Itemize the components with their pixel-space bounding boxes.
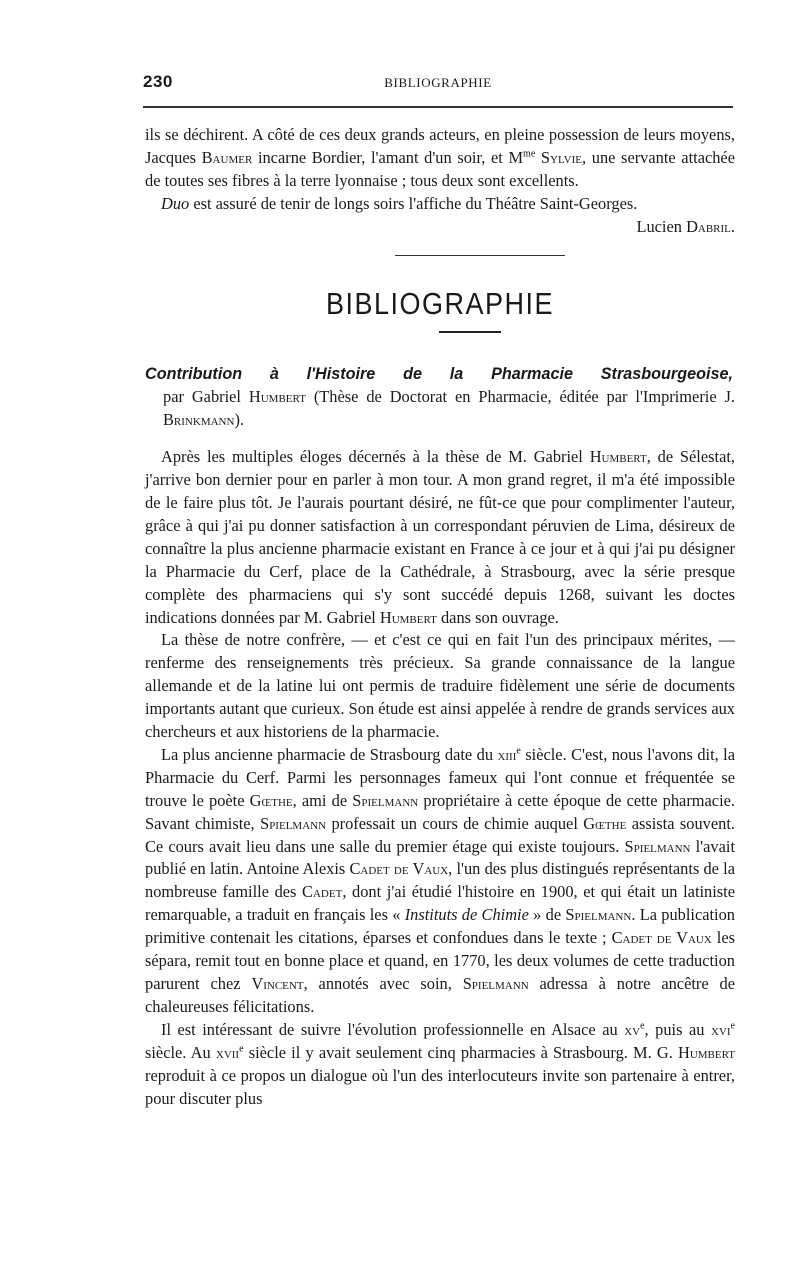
review-paragraph-1: ils se déchirent. A côté de ces deux grands acteurs, en pleine possession de leurs moyens, Jacques Baumer incarne Bordier, l'amant d'un soir, et $M^{me}$ Sylvie, une servante attachée de toutes ses fibres à la terre lyonnaise ; tous deux sont excellents.: [145, 125, 735, 190]
page-header: [143, 72, 733, 102]
actor-name: Sylvie: [540, 147, 583, 167]
page-body: [145, 124, 735, 1110]
section-title: BIBLIOGRAPHIE: [325, 286, 555, 321]
running-head: BIBLIOGRAPHIE: [384, 75, 492, 90]
review-body-paragraph: La thèse de notre confrère, — et c'est ce qui en fait l'un des principaux mérites, — renferme des renseignements très précieux. Sa grande connaissance de la langue allemande et de la latine lui ont permis de traduire fidèlement une série de documents importants autant que curieux. Son étude est ainsi appelée à rendre de grands services aux chercheurs et aux historiens de la pharmacie.: [145, 630, 735, 742]
play-title: Duo: [161, 193, 190, 213]
header-rule: [143, 106, 733, 108]
review-body-paragraph: La plus ancienne pharmacie de Strasbourg date du xiii$^e$ siècle. C'est, nous l'avons dit, la Pharmacie du Cerf. Parmi les personnages fameux qui l'ont connue et fréquentée se trouve le poète Gœthe, ami de Spielmann propriétaire à cette époque de cette pharmacie. Savant chimiste, Spielmann professait un cours de chimie auquel Gœthe assista souvent. Ce cours avait lieu dans une salle du premier étage qui existe toujours. Spielmann l'avait publié en latin. Antoine Alexis Cadet de Vaux, l'un des plus distingués représentants de la nombreuse famille des Cadet, dont j'ai étudié l'histoire en 1900, et qui était un latiniste remarquable, a traduit en français les « Instituts de Chimie » de Spielmann. La publication primitive contenait les citations, éparses et confondues dans le texte ; Cadet de Vaux les sépara, remit tout en bonne place et quand, en 1770, les deux volumes de cette traduction parurent chez Vincent, annotés avec soin, Spielmann adressa à notre ancêtre de chaleureuses félicitations.: [145, 744, 736, 1016]
title-underline: [439, 331, 501, 333]
section-divider: [395, 255, 565, 256]
book-details: par Gabriel Humbert (Thèse de Doctorat en Pharmacie, éditée par l'Imprimerie J. Brinkmann).: [163, 387, 736, 430]
review-body-paragraph: Il est intéressant de suivre l'évolution professionnelle en Alsace au $xv^e$, puis au xvi$^e$ siècle. Au xvii$^e$ siècle il y avait seulement cinq pharmacies à Strasbourg. M. G. Humbert reproduit à ce propos un dialogue où l'un des interlocuteurs invite son partenaire à entrer, pour discuter plus: [145, 1019, 735, 1108]
actor-name: Baumer: [201, 147, 253, 167]
book-title: Contribution à l'Histoire de la Pharmacie Strasbourgeoise,: [145, 365, 733, 384]
review-body-paragraph: Après les multiples éloges décernés à la thèse de M. Gabriel Humbert, de Sélestat, j'arrive bon dernier pour en parler à mon tour. A mon grand regret, il m'a été impossible de le faire plus tôt. Je l'aurais pourtant désiré, ne fût-ce que pour complimenter l'auteur, grâce à qui j'ai pu donner satisfaction à un correspondant péruvien de Lima, désireux de connaître la plus ancienne pharmacie existant en France à ce jour et à qui j'ai pu désigner la Pharmacie du Cerf, place de la Cathédrale, à Strasbourg, avec la série presque complète des pharmaciens qui s'y sont succédé depuis 1268, suivant les doctes indications données par M. Gabriel Humbert dans son ouvrage.: [145, 447, 735, 627]
page-number: 230: [143, 72, 173, 91]
review-signature: Lucien Dabril.: [636, 216, 735, 236]
review-paragraph-2: Duo est assuré de tenir de longs soirs l'affiche du Théâtre Saint-Georges.: [161, 193, 638, 213]
